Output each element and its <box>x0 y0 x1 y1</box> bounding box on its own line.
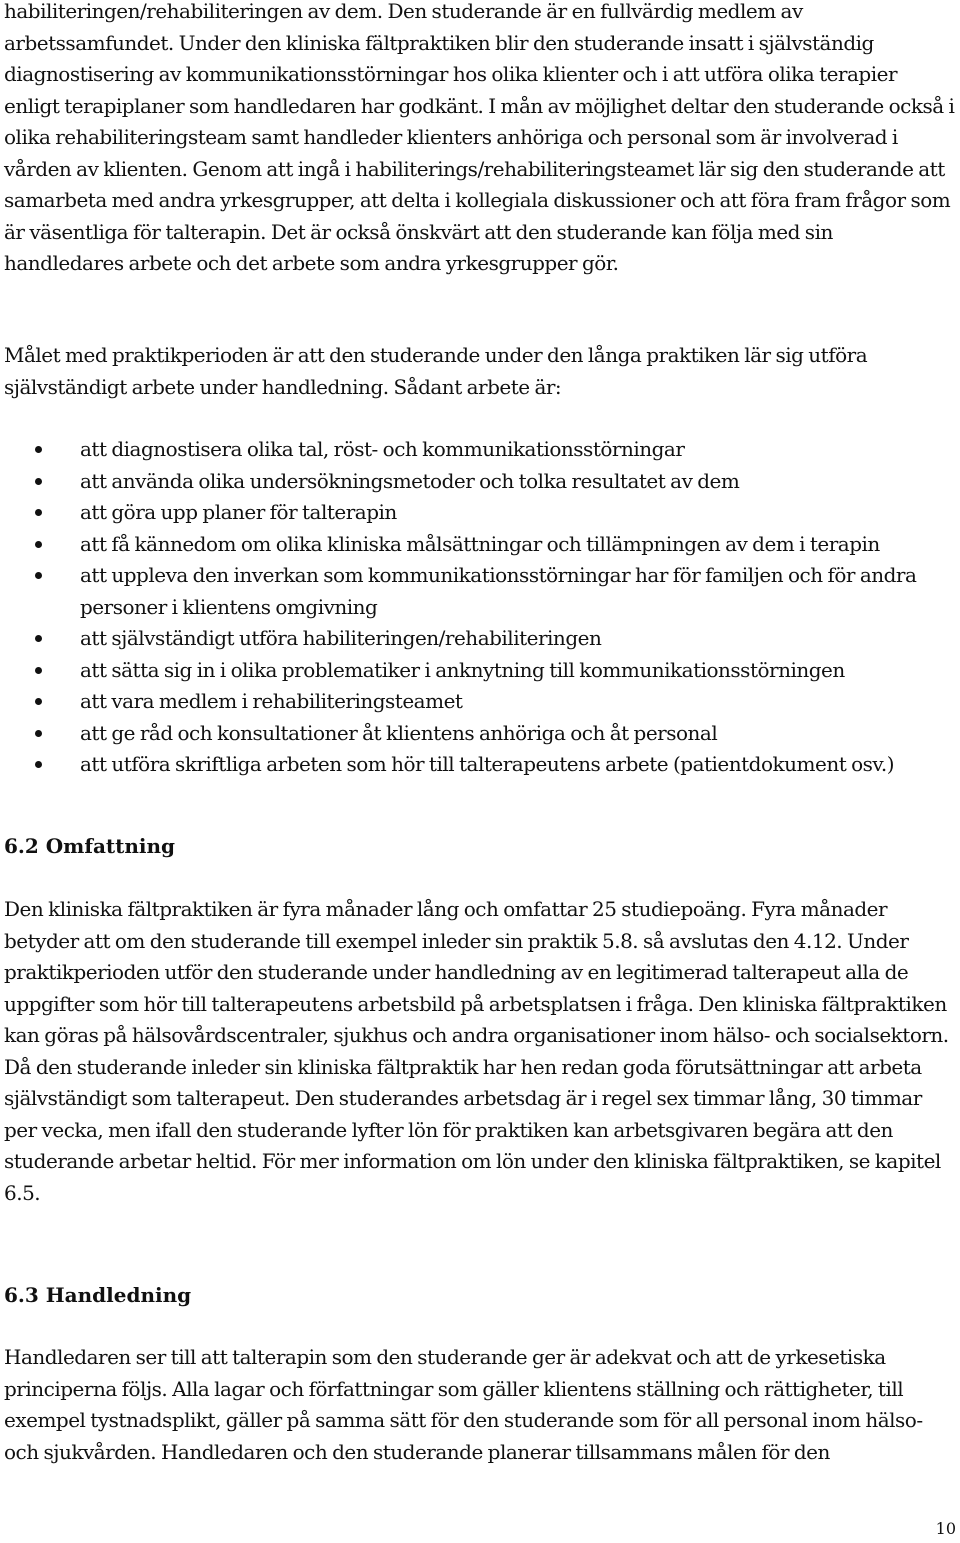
bullet-icon <box>35 509 42 516</box>
bullet-item <box>4 434 956 466</box>
bullet-item <box>4 655 956 687</box>
bullet-text: att självständigt utföra habiliteringen/rehabiliteringen <box>80 626 602 650</box>
bullet-text: att sätta sig in i olika problematiker i anknytning till kommunikationsstörningen <box>80 657 845 682</box>
bullet-icon <box>35 572 42 579</box>
bullet-item <box>4 529 956 561</box>
section-heading-handledning: 6.3 Handledning <box>4 1283 192 1307</box>
bullet-icon <box>35 667 42 674</box>
bullet-item <box>4 466 956 498</box>
bullet-item <box>4 686 956 718</box>
bullet-icon <box>35 446 42 453</box>
paragraph-malet: Målet med praktikperioden är att den studerande under den långa praktiken lär sig utföra självständigt arbete under handledning. Sådant arbete är: <box>4 343 868 399</box>
paragraph-praktik-intro: habiliteringen/rehabiliteringen av dem. Den studerande är en fullvärdig medlem av arbetssamfundet. Under den kliniska fältpraktiken blir den studerande insatt i självständig diagnostisering av kommunikationsstörningar hos olika klienter och i att utföra olika terapier enligt terapiplaner som handledaren har godkänt. I mån av möjlighet deltar den studerande också i olika rehabiliteringsteam samt handleder klienters anhöriga och personal som är involverad i vården av klienten. Genom att ingå i habiliterings/rehabiliteringsteamet lär sig den studerande att samarbeta med andra yrkesgrupper, att delta i kollegiala diskussioner och att föra fram frågor som är väsentliga för talterapin. Det är också önskvärt att den studerande kan följa med sin handledares arbete och det arbete som andra yrkesgrupper gör. <box>4 0 955 275</box>
bullet-item <box>4 718 956 750</box>
bullet-text: att använda olika undersökningsmetoder och tolka resultatet av dem <box>80 468 740 493</box>
bullet-icon <box>35 541 42 548</box>
bullet-icon <box>35 698 42 705</box>
bullet-item <box>4 623 956 655</box>
bullet-text: att diagnostisera olika tal, röst- och kommunikationsstörningar <box>80 437 685 461</box>
bullet-item <box>4 497 956 529</box>
bullet-icon <box>35 478 42 485</box>
bullet-text: att ge råd och konsultationer åt klientens anhöriga och åt personal <box>80 720 718 745</box>
bullet-icon <box>35 635 42 642</box>
bullet-icon <box>35 761 42 768</box>
bullet-item <box>4 749 956 781</box>
paragraph-handledning: Handledaren ser till att talterapin som den studerande ger är adekvat och att de yrkesetiska principerna följs. Alla lagar och författningar som gäller klientens ställning och rättigheter, till exempel tystnadsplikt, gäller på samma sätt för den studerande som för all personal inom hälso- och sjukvården. Handledaren och den studerande planerar tillsammans målen för den <box>4 1345 923 1464</box>
bullet-text: att vara medlem i rehabiliteringsteamet <box>80 689 463 713</box>
bullet-list-arbetsuppgifter <box>4 434 956 781</box>
bullet-item <box>4 560 956 623</box>
bullet-text: att uppleva den inverkan som kommunikationsstörningar har för familjen och för andra personer i klientens omgivning <box>80 563 917 619</box>
bullet-text: att göra upp planer för talterapin <box>80 500 397 524</box>
section-heading-omfattning: 6.2 Omfattning <box>4 834 176 858</box>
page-number: 10 <box>935 1519 956 1538</box>
paragraph-omfattning: Den kliniska fältpraktiken är fyra månader lång och omfattar 25 studiepoäng. Fyra månader betyder att om den studerande till exempel inleder sin praktik 5.8. så avslutas den 4.12. Under praktikperioden utför den studerande under handledning av en legitimerad talterapeut alla de uppgifter som hör till talterapeutens arbetsbild på arbetsplatsen i fråga. Den kliniska fältpraktiken kan göras på hälsovårdscentraler, sjukhus och andra organisationer inom hälso- och socialsektorn. Då den studerande inleder sin kliniska fältpraktik har hen redan goda förutsättningar att arbeta självständigt som talterapeut. Den studerandes arbetsdag är i regel sex timmar lång, 30 timmar per vecka, men ifall den studerande lyfter lön för praktiken kan arbetsgivaren begära att den studerande arbetar heltid. För mer information om lön under den kliniska fältpraktiken, se kapitel 6.5. <box>4 897 949 1205</box>
bullet-text: att utföra skriftliga arbeten som hör till talterapeutens arbete (patientdokument osv.) <box>80 752 894 776</box>
bullet-text: att få kännedom om olika kliniska målsättningar och tillämpningen av dem i terapin <box>80 531 880 556</box>
bullet-icon <box>35 730 42 737</box>
